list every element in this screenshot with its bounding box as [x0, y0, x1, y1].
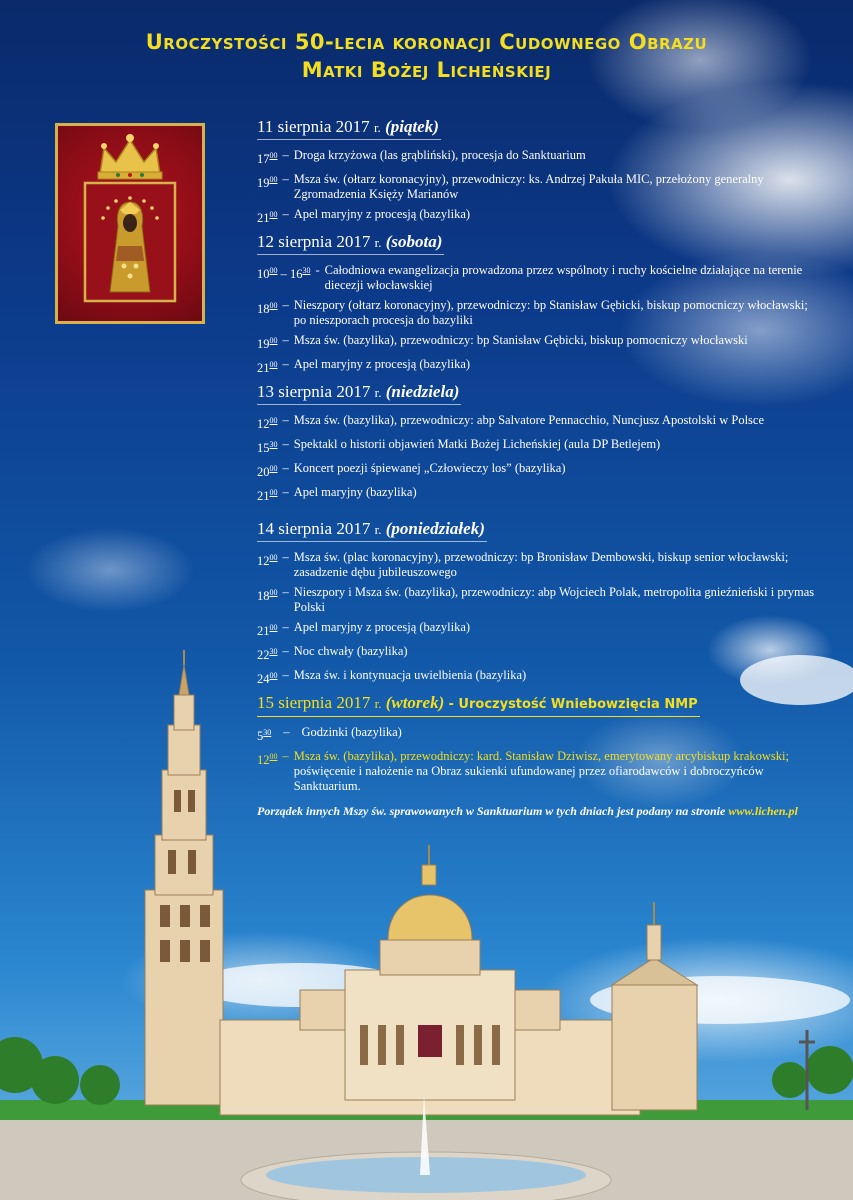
entry-description: Msza św. (bazylika), przewodniczy: abp Salvatore Pennacchio, Nuncjusz Apostolski w Polsce: [293, 413, 765, 427]
entry-description: Apel maryjny z procesją (bazylika): [293, 207, 471, 221]
entry-description: Nieszpory (ołtarz koronacyjny), przewodniczy: bp Stanisław Gębicki, biskup pomocniczy włocławski; po nieszporach procesja do bazyliki: [293, 298, 808, 327]
entry-description: Apel maryjny z procesją (bazylika): [293, 357, 471, 371]
schedule-entry: $21^{00}$ – Apel maryjny z procesją (bazylika): [257, 620, 817, 639]
entry-description: Apel maryjny z procesją (bazylika): [293, 620, 471, 634]
entry-description: Msza św. i kontynuacja uwielbienia (bazylika): [293, 668, 527, 682]
day-heading: 13 sierpnia 2017 r. (niedziela): [257, 381, 461, 405]
entry-description: Droga krzyżowa (las grąbliński), procesja do Sanktuarium: [293, 148, 586, 162]
time: $19^{00}$: [257, 175, 278, 190]
basilica-illustration: [0, 640, 853, 1200]
website-link[interactable]: www.lichen.pl: [728, 804, 798, 818]
title-line-1: Uroczystości 50-lecia koronacji Cudownego Obrazu: [145, 30, 708, 54]
time: $12^{00}$: [257, 416, 278, 431]
time: $22^{30}$: [257, 647, 278, 662]
time: $5^{30}$: [257, 728, 272, 743]
time: $21^{00}$: [257, 360, 278, 375]
time: $12^{00}$: [257, 752, 278, 767]
feast-day-heading: 15 sierpnia 2017 r. (wtorek) - Uroczystość Wniebowzięcia NMP: [257, 692, 700, 717]
time: $21^{00}$: [257, 210, 278, 225]
time: $17^{00}$: [257, 151, 278, 166]
day-heading: 12 sierpnia 2017 r. (sobota): [257, 231, 444, 255]
main-mass-entry: $12^{00}$ – Msza św. (bazylika), przewodniczy: kard. Stanisław Dziwisz, emerytowany arcybiskup krakowski; poświęcenie i nałożenie na Obraz sukienki ufundowanej przez ofiarodawców i dobroczyńców Sanktuarium.: [257, 749, 817, 794]
schedule-entry: $22^{30}$ – Noc chwały (bazylika): [257, 644, 817, 663]
schedule-entry: $15^{30}$ – Spektakl o historii objawień Matki Bożej Licheńskiej (aula DP Betlejem): [257, 437, 817, 456]
entry-description: Msza św. (ołtarz koronacyjny), przewodniczy: ks. Andrzej Pakuła MIC, przełożony generalny Zgromadzenia Księży Marianów: [293, 172, 764, 201]
bell-tower: [145, 650, 223, 1105]
time: $15^{30}$: [257, 440, 278, 455]
day-block: [257, 381, 817, 504]
schedule-entry: $10^{00} - 16^{30}$ - Całodniowa ewangelizacja prowadzona przez wspólnoty i ruchy kościelne działające na terenie diecezji włocławskiej: [257, 263, 817, 293]
schedule-entry: $12^{00}$ – Msza św. (bazylika), przewodniczy: abp Salvatore Pennacchio, Nuncjusz Apostolski w Polsce: [257, 413, 817, 432]
entry-description: Godzinki (bazylika): [301, 725, 402, 739]
time: $10^{00} - 16^{30}$: [257, 266, 311, 281]
entry-description: Msza św. (bazylika), przewodniczy: kard. Stanisław Dziwisz, emerytowany arcybiskup krakowski; poświęcenie i nałożenie na Obraz sukienki ufundowanej przez ofiarodawców i dobroczyńców Sanktuarium.: [293, 749, 789, 793]
schedule-entry: $20^{00}$ – Koncert poezji śpiewanej „Człowieczy los” (bazylika): [257, 461, 817, 480]
miraculous-image: [55, 123, 205, 324]
time: $19^{00}$: [257, 336, 278, 351]
schedule-entry: $18^{00}$ – Nieszpory i Msza św. (bazylika), przewodniczy: abp Wojciech Polak, metropolita gnieźnieński i prymas Polski: [257, 585, 817, 615]
time: $20^{00}$: [257, 464, 278, 479]
day-heading: 11 sierpnia 2017 r. (piątek): [257, 116, 441, 140]
schedule-entry: $5^{30}$ – Godzinki (bazylika): [257, 725, 817, 744]
entry-description: Spektakl o historii objawień Matki Bożej Licheńskiej (aula DP Betlejem): [293, 437, 661, 451]
entry-description: Noc chwały (bazylika): [293, 644, 408, 658]
day-heading: 14 sierpnia 2017 r. (poniedziałek): [257, 518, 487, 542]
schedule-entry: $19^{00}$ – Msza św. (bazylika), przewodniczy: bp Stanisław Gębicki, biskup pomocniczy włocławski: [257, 333, 817, 352]
day-block: [257, 231, 817, 376]
entry-description: Całodniowa ewangelizacja prowadzona przez wspólnoty i ruchy kościelne działające na terenie diecezji włocławskiej: [324, 263, 803, 292]
footer-note: Porządek innych Mszy św. sprawowanych w Sanktuarium w tych dniach jest podany na stronie www.lichen.pl: [257, 804, 798, 818]
entry-description: Nieszpory i Msza św. (bazylika), przewodniczy: abp Wojciech Polak, metropolita gnieźnieński i prymas Polski: [293, 585, 815, 614]
schedule-entry: $12^{00}$ – Msza św. (plac koronacyjny), przewodniczy: bp Bronisław Dembowski, biskup senior włocławski; zasadzenie dębu jubileuszowego: [257, 550, 817, 580]
crown-icon: [98, 134, 162, 179]
entry-description: Msza św. (plac koronacyjny), przewodniczy: bp Bronisław Dembowski, biskup senior włocławski; zasadzenie dębu jubileuszowego: [293, 550, 789, 579]
time: $12^{00}$: [257, 553, 278, 568]
schedule-entry: $18^{00}$ – Nieszpory (ołtarz koronacyjny), przewodniczy: bp Stanisław Gębicki, biskup pomocniczy włocławski; po nieszporach procesja do bazyliki: [257, 298, 817, 328]
schedule-entry: $24^{00}$ – Msza św. i kontynuacja uwielbienia (bazylika): [257, 668, 817, 687]
time: $18^{00}$: [257, 588, 278, 603]
entry-description: Msza św. (bazylika), przewodniczy: bp Stanisław Gębicki, biskup pomocniczy włocławski: [293, 333, 748, 347]
time: $24^{00}$: [257, 671, 278, 686]
entry-description: Koncert poezji śpiewanej „Człowieczy los” (bazylika): [293, 461, 566, 475]
time: $21^{00}$: [257, 488, 278, 503]
poster-title: [0, 28, 853, 84]
time: $18^{00}$: [257, 301, 278, 316]
schedule-entry: $21^{00}$ – Apel maryjny (bazylika): [257, 485, 817, 504]
day-block: [257, 116, 817, 226]
madonna-icon: [58, 126, 202, 321]
cloud-icon: [190, 655, 853, 1024]
schedule-entry: $17^{00}$ – Droga krzyżowa (las grąbliński), procesja do Sanktuarium: [257, 148, 817, 167]
time: $21^{00}$: [257, 623, 278, 638]
schedule-entry: $19^{00}$ – Msza św. (ołtarz koronacyjny), przewodniczy: ks. Andrzej Pakuła MIC, przełożony generalny Zgromadzenia Księży Marianów: [257, 172, 817, 202]
feast-name: - Uroczystość Wniebowzięcia NMP: [448, 697, 698, 712]
side-tower: [612, 902, 697, 1110]
schedule-entry: $21^{00}$ – Apel maryjny z procesją (bazylika): [257, 207, 817, 226]
title-line-2: Matki Bożej Licheńskiej: [301, 58, 552, 82]
schedule-entry: $21^{00}$ – Apel maryjny z procesją (bazylika): [257, 357, 817, 376]
entry-description: Apel maryjny (bazylika): [293, 485, 417, 499]
